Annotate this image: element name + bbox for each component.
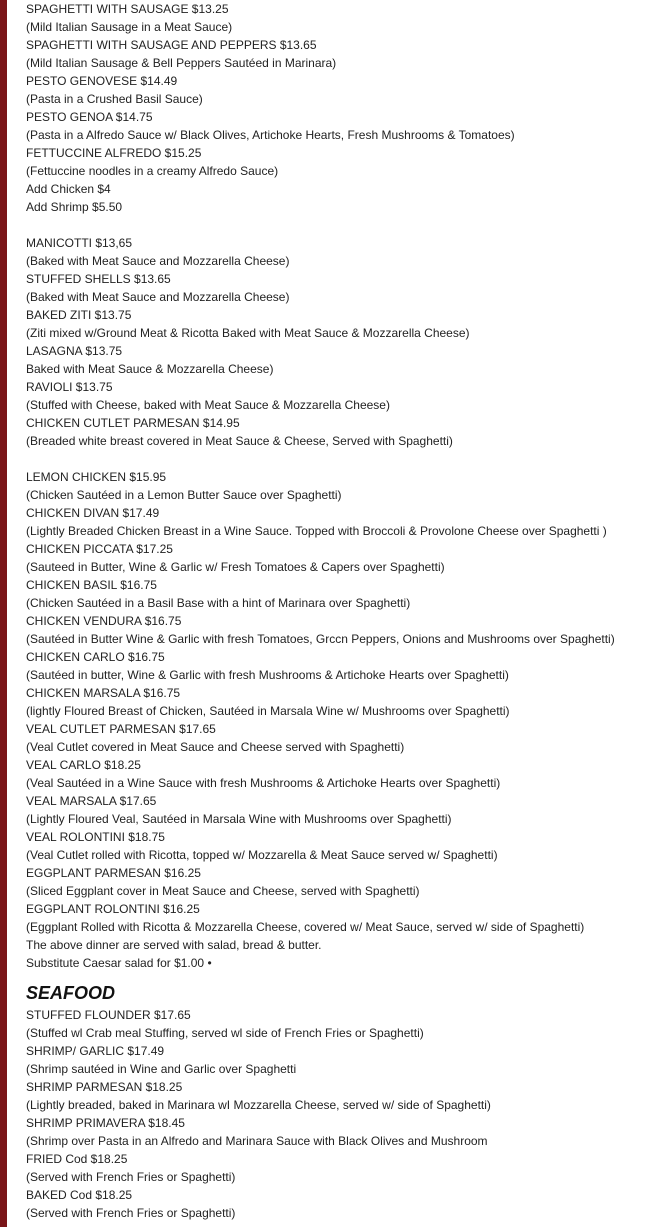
- menu-line: FETTUCCINE ALFREDO $15.25: [26, 146, 202, 160]
- menu-line: (Mild Italian Sausage & Bell Peppers Sautéed in Marinara): [26, 56, 337, 70]
- menu-line: RAVIOLI $13.75: [26, 380, 113, 394]
- menu-line: (Breaded white breast covered in Meat Sauce & Cheese, Served with Spaghetti): [26, 434, 453, 448]
- menu-line: PESTO GENOVESE $14.49: [26, 74, 178, 88]
- entree-menu-group: [26, 468, 641, 972]
- menu-line: (Chicken Sautéed in a Lemon Butter Sauce over Spaghetti): [26, 488, 342, 502]
- menu-line: VEAL CUTLET PARMESAN $17.65: [26, 722, 216, 736]
- menu-line: (Served with French Fries or Spaghetti): [26, 1206, 236, 1220]
- menu-line: SPAGHETTI WITH SAUSAGE $13.25: [26, 2, 229, 16]
- menu-line: The above dinner are served with salad, bread & butter.: [26, 938, 322, 952]
- menu-line: CHICKEN BASIL $16.75: [26, 578, 157, 592]
- seafood-menu-group: [26, 1006, 641, 1222]
- menu-line: CHICKEN VENDURA $16.75: [26, 614, 182, 628]
- menu-line: (Pasta in a Alfredo Sauce w/ Black Olives, Artichoke Hearts, Fresh Mushrooms & Tomatoes): [26, 128, 515, 142]
- seafood-heading: SEAFOOD: [26, 983, 116, 1003]
- menu-line: CHICKEN PICCATA $17.25: [26, 542, 173, 556]
- menu-line: (Served with French Fries or Spaghetti): [26, 1170, 236, 1184]
- menu-line: (Mild Italian Sausage in a Meat Sauce): [26, 20, 233, 34]
- menu-line: (Eggplant Rolled with Ricotta & Mozzarella Cheese, covered w/ Meat Sauce, served w/ side of Spaghetti): [26, 920, 585, 934]
- left-accent-bar: [0, 0, 7, 1227]
- menu-line: (Sauteed in Butter, Wine & Garlic w/ Fresh Tomatoes & Capers over Spaghetti): [26, 560, 445, 574]
- menu-line: (Ziti mixed w/Ground Meat & Ricotta Baked with Meat Sauce & Mozzarella Cheese): [26, 326, 470, 340]
- menu-line: (Sliced Eggplant cover in Meat Sauce and Cheese, served with Spaghetti): [26, 884, 420, 898]
- menu-line: Baked with Meat Sauce & Mozzarella Cheese): [26, 362, 274, 376]
- menu-line: (Veal Cutlet rolled with Ricotta, topped w/ Mozzarella & Meat Sauce served w/ Spaghetti): [26, 848, 498, 862]
- menu-line: (Stuffed wl Crab meal Stuffing, served wl side of French Fries or Spaghetti): [26, 1026, 424, 1040]
- menu-line: Substitute Caesar salad for $1.00 •: [26, 956, 212, 970]
- menu-line: PESTO GENOA $14.75: [26, 110, 153, 124]
- menu-line: SHRIMP PARMESAN $18.25: [26, 1080, 183, 1094]
- menu-line: LEMON CHICKEN $15.95: [26, 470, 167, 484]
- menu-line: (Veal Sautéed in a Wine Sauce with fresh Mushrooms & Artichoke Hearts over Spaghetti): [26, 776, 501, 790]
- menu-line: Add Shrimp $5.50: [26, 200, 123, 214]
- menu-line: (lightly Floured Breast of Chicken, Sautéed in Marsala Wine w/ Mushrooms over Spaghetti): [26, 704, 510, 718]
- menu-line: LASAGNA $13.75: [26, 344, 123, 358]
- menu-line: (Sautéed in butter, Wine & Garlic with fresh Mushrooms & Artichoke Hearts over Spaghetti): [26, 668, 509, 682]
- menu-line: MANICOTTI $13,65: [26, 236, 133, 250]
- menu-line: (Shrimp sautéed in Wine and Garlic over Spaghetti: [26, 1062, 297, 1076]
- menu-line: (Sautéed in Butter Wine & Garlic with fresh Tomatoes, Grccn Peppers, Onions and Mushrooms over Spaghetti): [26, 632, 615, 646]
- menu-line: VEAL ROLONTINI $18.75: [26, 830, 165, 844]
- menu-line: CHICKEN MARSALA $16.75: [26, 686, 181, 700]
- menu-line: CHICKEN CUTLET PARMESAN $14.95: [26, 416, 240, 430]
- menu-line: BAKED Cod $18.25: [26, 1188, 133, 1202]
- menu-line: (Lightly breaded, baked in Marinara wI Mozzarella Cheese, served w/ side of Spaghetti): [26, 1098, 491, 1112]
- menu-line: CHICKEN DIVAN $17.49: [26, 506, 160, 520]
- menu-line: SHRIMP/ GARLIC $17.49: [26, 1044, 165, 1058]
- menu-line: EGGPLANT PARMESAN $16.25: [26, 866, 201, 880]
- menu-line: VEAL CARLO $18.25: [26, 758, 141, 772]
- pasta-menu-group: [26, 0, 641, 216]
- menu-line: (Veal Cutlet covered in Meat Sauce and Cheese served with Spaghetti): [26, 740, 405, 754]
- spacer: [26, 450, 641, 468]
- menu-line: STUFFED SHELLS $13.65: [26, 272, 171, 286]
- menu-line: (Baked with Meat Sauce and Mozzarella Cheese): [26, 254, 290, 268]
- menu-line: (Baked with Meat Sauce and Mozzarella Cheese): [26, 290, 290, 304]
- menu-content: [26, 0, 641, 1222]
- menu-line: (Lightly Floured Veal, Sautéed in Marsala Wine with Mushrooms over Spaghetti): [26, 812, 452, 826]
- menu-line: BAKED ZITI $13.75: [26, 308, 132, 322]
- menu-line: (Fettuccine noodles in a creamy Alfredo Sauce): [26, 164, 279, 178]
- menu-line: (Stuffed with Cheese, baked with Meat Sauce & Mozzarella Cheese): [26, 398, 390, 412]
- menu-line: CHICKEN CARLO $16.75: [26, 650, 165, 664]
- baked-menu-group: [26, 234, 641, 450]
- menu-line: Add Chicken $4: [26, 182, 111, 196]
- menu-line: (Lightly Breaded Chicken Breast in a Wine Sauce. Topped with Broccoli & Provolone Cheese over Spaghetti ): [26, 524, 607, 538]
- menu-line: SHRIMP PRIMAVERA $18.45: [26, 1116, 185, 1130]
- menu-line: FRIED Cod $18.25: [26, 1152, 128, 1166]
- menu-line: VEAL MARSALA $17.65: [26, 794, 157, 808]
- menu-line: SPAGHETTI WITH SAUSAGE AND PEPPERS $13.65: [26, 38, 317, 52]
- menu-line: (Chicken Sautéed in a Basil Base with a hint of Marinara over Spaghetti): [26, 596, 411, 610]
- menu-line: (Shrimp over Pasta in an Alfredo and Marinara Sauce with Black Olives and Mushroom: [26, 1134, 488, 1148]
- menu-line: (Pasta in a Crushed Basil Sauce): [26, 92, 203, 106]
- spacer: [26, 216, 641, 234]
- menu-line: EGGPLANT ROLONTINI $16.25: [26, 902, 200, 916]
- menu-line: STUFFED FLOUNDER $17.65: [26, 1008, 191, 1022]
